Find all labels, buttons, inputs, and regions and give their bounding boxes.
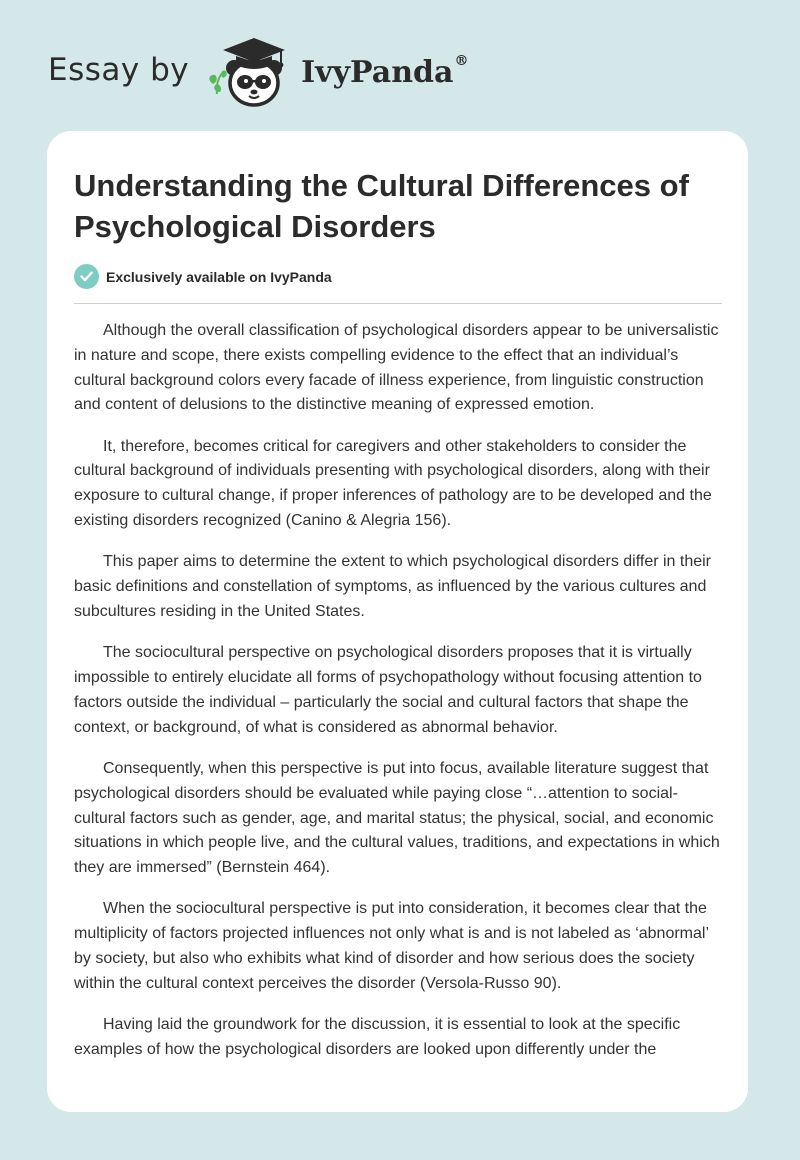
brand-name-text: IvyPanda: [301, 54, 454, 90]
essay-body: [74, 319, 726, 1079]
essay-paragraph: Having laid the groundwork for the discussion, it is essential to look at the specific examples of how the psychological disorders are looked upon differently under the: [74, 1016, 681, 1058]
panda-graduate-icon: [203, 28, 299, 112]
essay-card: [47, 131, 748, 1112]
essay-title: Understanding the Cultural Differences of Psychological Disorders: [74, 168, 689, 244]
exclusive-badge: [74, 264, 332, 289]
divider: [74, 303, 722, 304]
exclusive-badge-label: Exclusively available on IvyPanda: [106, 268, 332, 285]
registered-mark: ®: [454, 52, 469, 69]
essay-paragraph: This paper aims to determine the extent to which psychological disorders differ in their basic definitions and constellation of symptoms, as influenced by the various cultures and subcultures residing in the United States.: [74, 553, 712, 620]
site-header: [48, 28, 468, 112]
essay-paragraph: When the sociocultural perspective is put into consideration, it becomes clear that the multiplicity of factors projected influences not only what is and is not labeled as ‘abnormal’ by society, but also who exhibits what kind of disorder and how serious does the society within the cultural context perceives the disorder (Versola-Russo 90).: [74, 900, 709, 992]
essay-paragraph: It, therefore, becomes critical for caregivers and other stakeholders to consider the cultural background of individuals presenting with psychological disorders, along with their exposure to cultural change, if proper inferences of pathology are to be developed and the existing disorders recognized (Canino & Alegria 156).: [74, 437, 712, 530]
check-icon: [74, 264, 99, 289]
essay-by-label: Essay by: [48, 52, 190, 88]
essay-paragraph: Consequently, when this perspective is put into focus, available literature suggest that psychological disorders should be evaluated while paying close “…attention to social-cultural factors such as gender, age, and marital status; the physical, social, and economic situations in which people live, and the cultural values, traditions, and expectations in which they are immersed” (Bernstein 464).: [74, 759, 720, 877]
brand-name[interactable]: [301, 52, 469, 90]
essay-paragraph: Although the overall classification of psychological disorders appear to be universalistic in nature and scope, there exists compelling evidence to the effect that an individual’s cultural background colors every facade of illness experience, from linguistic construction and content of delusions to the distinctive meaning of expressed emotion.: [74, 322, 719, 414]
essay-paragraph: The sociocultural perspective on psychological disorders proposes that it is virtually impossible to entirely elucidate all forms of psychopathology without focusing attention to factors outside the individual – particularly the social and cultural factors that shape the context, or background, of what is considered as abnormal behavior.: [74, 644, 702, 736]
